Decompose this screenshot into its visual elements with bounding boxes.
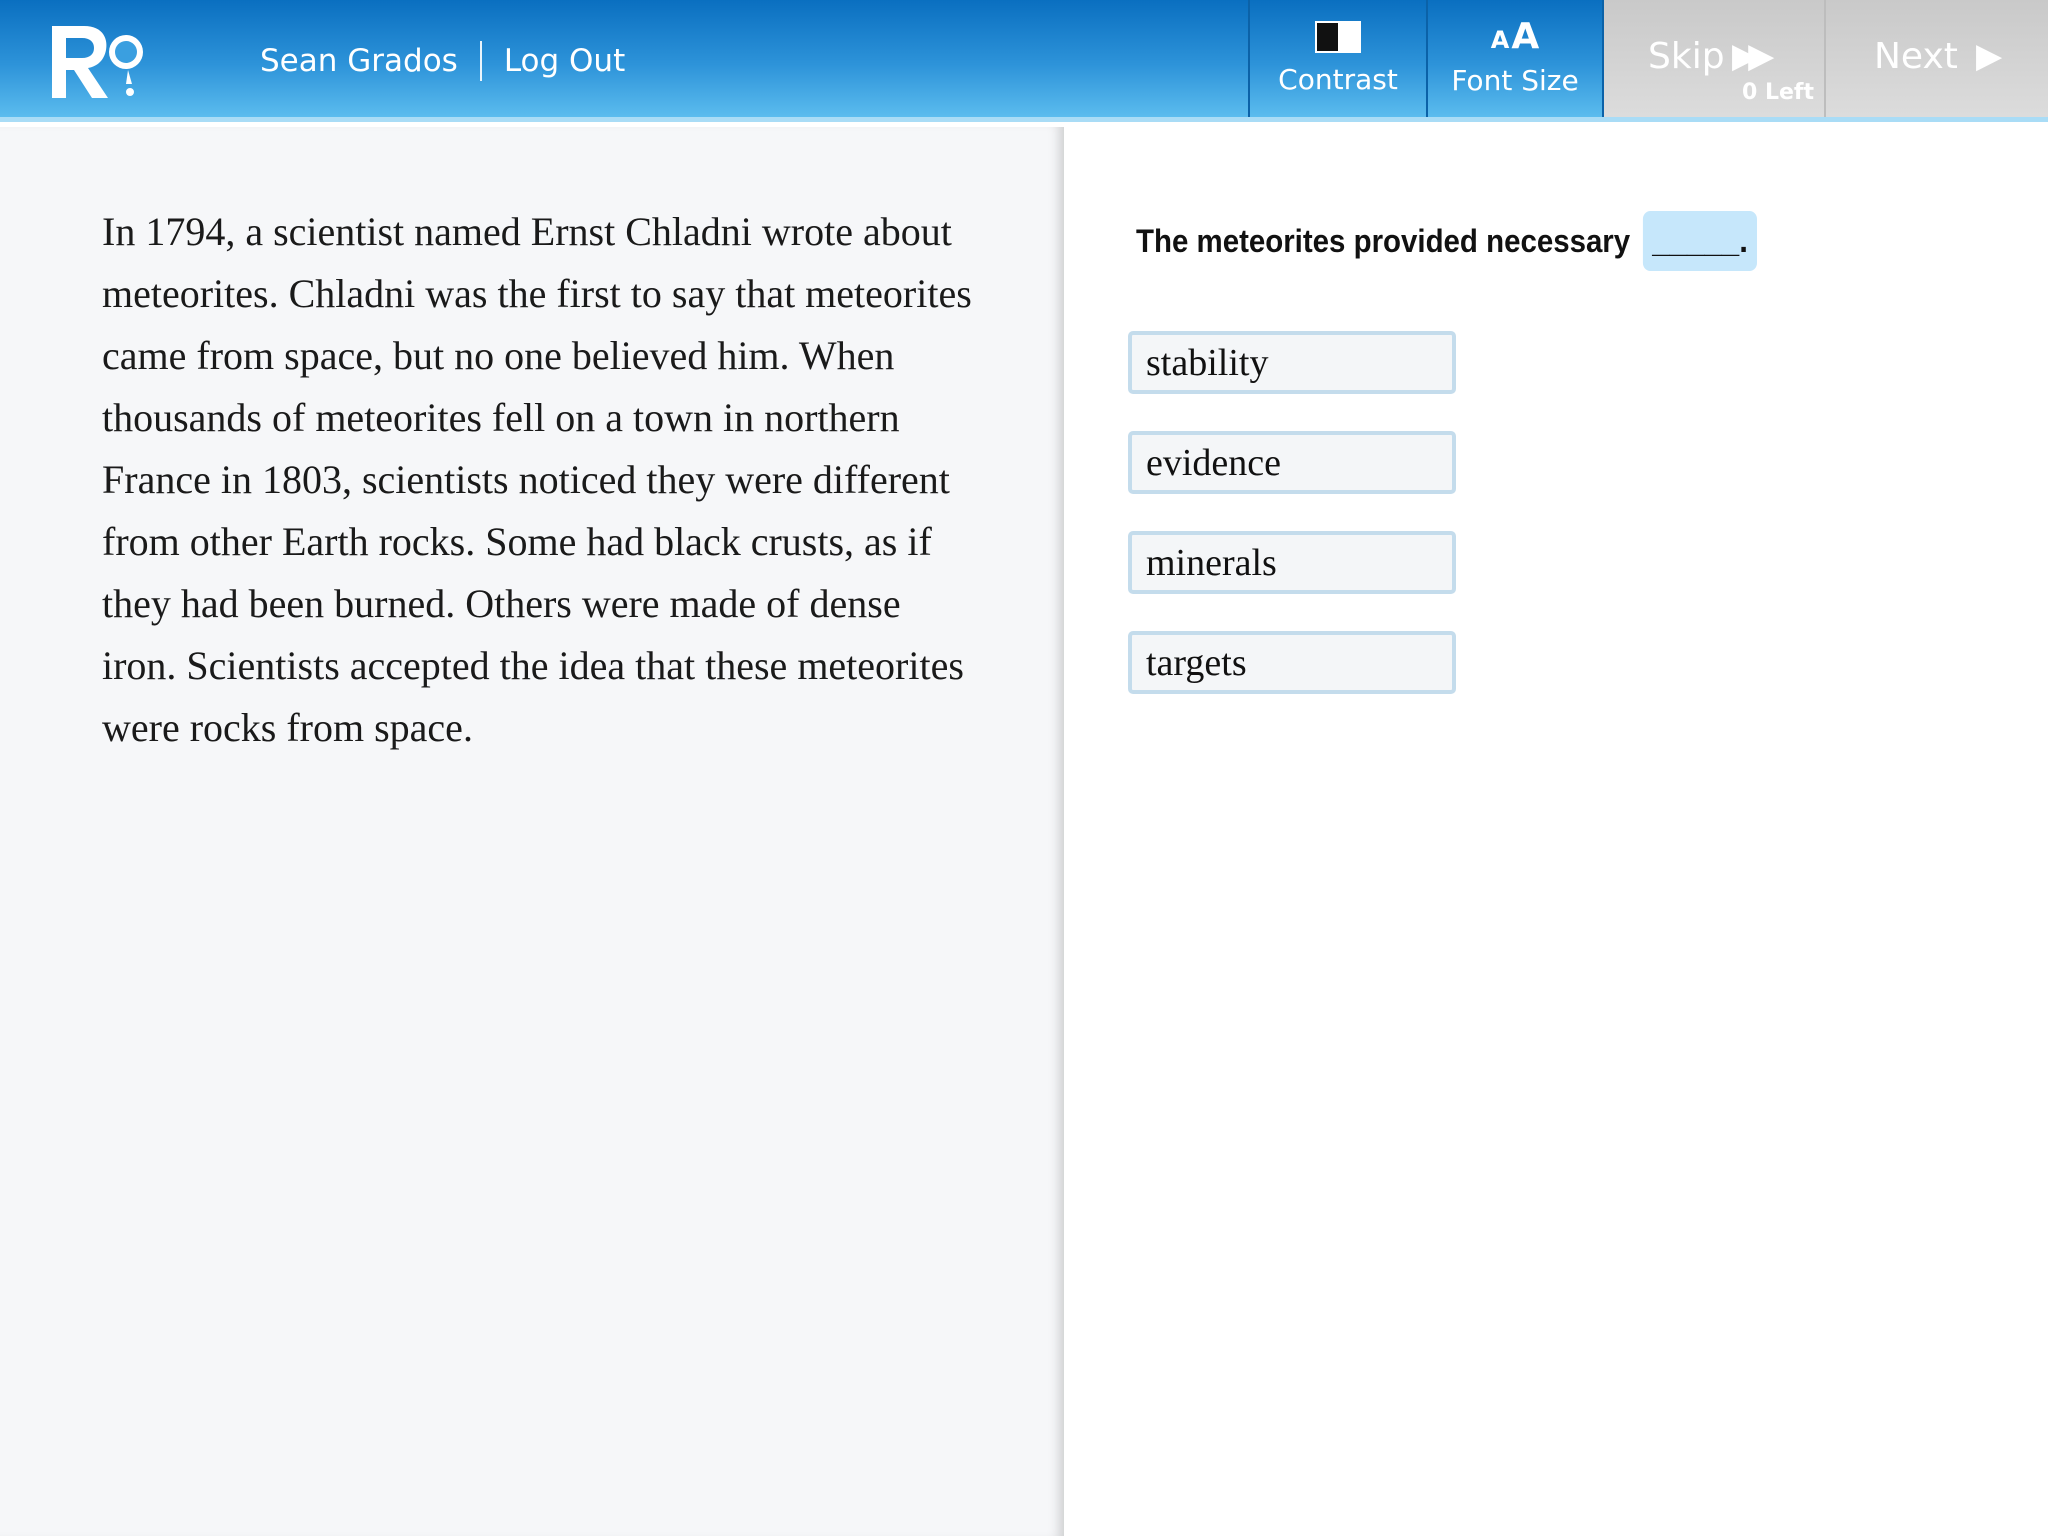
- divider: [480, 41, 482, 81]
- option-targets[interactable]: targets: [1128, 631, 1456, 694]
- skip-remaining-count: 0 Left: [1742, 80, 1814, 105]
- next-button[interactable]: [1826, 0, 2048, 117]
- font-size-button[interactable]: [1426, 0, 1604, 117]
- user-name-link[interactable]: Sean Grados: [260, 43, 458, 79]
- font-size-small-a: A: [1490, 26, 1510, 54]
- contrast-label: Contrast: [1278, 63, 1398, 96]
- prompt-text: The meteorites provided necessary: [1136, 222, 1631, 259]
- skip-label: Skip: [1648, 36, 1725, 77]
- font-size-icon: [1490, 16, 1540, 57]
- contrast-icon-dark-half: [1317, 23, 1338, 51]
- user-area: [260, 38, 625, 84]
- option-evidence[interactable]: evidence: [1128, 431, 1456, 494]
- skip-button[interactable]: [1604, 0, 1826, 117]
- logo-icon: [48, 22, 148, 102]
- contrast-icon-light-half: [1338, 23, 1359, 51]
- font-size-big-a: A: [1511, 16, 1540, 57]
- contrast-icon: [1315, 21, 1361, 53]
- next-label: Next: [1874, 36, 1958, 77]
- logout-link[interactable]: Log Out: [503, 43, 626, 79]
- question-prompt: [1136, 211, 1757, 271]
- option-stability[interactable]: stability: [1128, 331, 1456, 394]
- answer-blank[interactable]: _____.: [1643, 211, 1757, 271]
- passage-panel: [0, 127, 1064, 1536]
- passage-text: In 1794, a scientist named Ernst Chladni wrote about meteorites. Chladni was the first to say that meteorites came from space, but no one believed him. When thousands of meteorites fell on a town in northern France in 1803, scientists noticed they were different from other Earth rocks. Some had black crusts, as if they had been burned. Others were made of dense iron. Scientists accepted the idea that these meteorites were rocks from space.: [102, 209, 972, 750]
- question-panel: [1064, 127, 2048, 1536]
- top-bar: [0, 0, 2048, 122]
- option-minerals[interactable]: minerals: [1128, 531, 1456, 594]
- font-size-label: Font Size: [1451, 64, 1579, 97]
- next-arrow-icon: ▶: [1976, 36, 2003, 76]
- answer-options: [1128, 331, 1456, 731]
- contrast-button[interactable]: [1248, 0, 1426, 117]
- skip-arrows-icon: ▶▶: [1732, 36, 1765, 76]
